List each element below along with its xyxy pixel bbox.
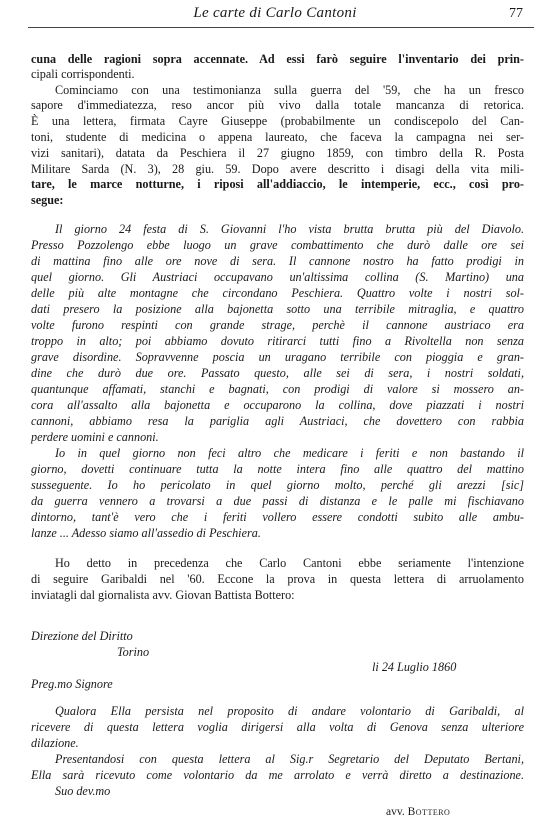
text-line: Militare Sarda (N. 3), 28 giu. 59. Dopo avere descritto i disagi della vita mili-	[31, 162, 524, 176]
text-line: toni, studente di medicina o appena laureato, che faceva la campagna nei ser-	[31, 130, 524, 144]
quote-line: Il giorno 24 festa di S. Giovanni l'ho vista brutta brutta più del Diavolo.	[55, 222, 524, 236]
quote-line: delle più alte montagne che circondano Peschiera. Quattro volte i nostri sol-	[31, 286, 524, 300]
quote-line: perdere uomini e cannoni.	[31, 430, 159, 444]
text-line: sapore d'immediatezza, reso ancor più vivo dalla totale mancanza di retorica.	[31, 98, 524, 112]
page-number: 77	[509, 6, 523, 21]
quote-line: Io in quel giorno non feci altro che medicare i feriti e non bastando il	[55, 446, 524, 460]
text-line: tare, le marce notturne, i riposi all'addiaccio, le intemperie, ecc., così pro-	[31, 177, 524, 191]
letter-salutation: Preg.mo Signore	[31, 677, 113, 691]
quote-line: cannoni, abbiamo resa la pariglia agli Austriaci, che dovettero con rabbia	[31, 414, 524, 428]
quote-line: da guerra vennero a trovarsi a due passi di distanza e le palle mi fischiavano	[31, 494, 524, 508]
quote-line: dintorno, tant'è vero che i feriti vollero essere condotti subito alle ambu-	[31, 510, 524, 524]
signature-name: Bottero	[407, 806, 451, 818]
signature-prefix: avv.	[386, 806, 405, 818]
text-line: vizi sanitari), datata da Peschiera il 27 giugno 1859, con timbro della R. Posta	[31, 146, 524, 160]
quote-line: quel giorno. Gli Austriaci occupavano un'altissima collina (S. Martino) una	[31, 270, 524, 284]
text-line: cipali corrispondenti.	[31, 67, 135, 81]
text-line: segue:	[31, 193, 64, 207]
text-line: cuna delle ragioni sopra accennate. Ad essi farò seguire l'inventario dei prin-	[31, 52, 524, 66]
letter-line: ricevere di questa lettera voglia dirigersi alla volta di Genova senza ulteriore	[31, 720, 524, 734]
header-rule	[28, 27, 534, 28]
text-line: inviatagli dal giornalista avv. Giovan Battista Bottero:	[31, 588, 295, 602]
text-line: Ho detto in precedenza che Carlo Cantoni ebbe seriamente l'intenzione	[55, 556, 524, 570]
quote-line: lanze ... Adesso siamo all'assedio di Peschiera.	[31, 526, 261, 540]
quote-line: troppo in alto; poi abbiamo dovuto ritirarci tutti fino a Rivoltella non senza	[31, 334, 524, 348]
letter-line: Qualora Ella persista nel proposito di andare volontario di Garibaldi, al	[55, 704, 524, 718]
quote-line: dati presero la posizione alla bajonetta sotto una terribile mitraglia, e quattro	[31, 302, 524, 316]
text-line: È una lettera, firmata Cayre Giuseppe (probabilmente un condiscepolo del Can-	[31, 114, 524, 128]
quote-line: dine che durò due ore. Passato questo, alle sei di sera, i nostri soldati,	[31, 366, 524, 380]
quote-line: quantunque affamati, stanchi e bagnati, con prodigi di valore si mossero an-	[31, 382, 524, 396]
letter-closing: Suo dev.mo	[55, 784, 111, 798]
text-line: di seguire Garibaldi nel '60. Eccone la prova in questa lettera di arruolamento	[31, 572, 524, 586]
quote-line: grave disordine. Sopravvenne poscia un uragano terribile con pioggia e gran-	[31, 350, 524, 364]
quote-line: susseguente. Io ho pericolato in quel giorno molto, perché gli arezzi [sic]	[31, 478, 524, 492]
letter-line: dilazione.	[31, 736, 79, 750]
letter-heading-city: Torino	[117, 645, 150, 659]
quote-line: volte furono respinti con grande strage, perchè il cannone austriaco era	[31, 318, 524, 332]
quote-line: giorno, dovetti continuare tutta la notte intera fino alle quattro del mattino	[31, 462, 524, 476]
running-title: Le carte di Carlo Cantoni	[193, 5, 357, 21]
text-line: Cominciamo con una testimonianza sulla guerra del '59, che ha un fresco	[55, 83, 524, 97]
letter-heading: Direzione del Diritto	[31, 629, 133, 643]
letter-line: Ella sarà ricevuto come volontario da me arrolato e verrà diretto a destinazione.	[31, 768, 524, 782]
letter-signature	[386, 806, 450, 818]
quote-line: cora all'assalto alla bajonetta e occuparono la collina, dove piazzati i nostri	[31, 398, 524, 412]
letter-line: Presentandosi con questa lettera al Sig.r Segretario del Deputato Bertani,	[55, 752, 524, 766]
letter-date: li 24 Luglio 1860	[372, 660, 457, 674]
quote-line: Presso Pozzolengo ebbe luogo un grave combattimento che durò dalle ore sei	[31, 238, 524, 252]
quote-line: di mattina fino alle ore nove di sera. Il cannone nostro ha fatto prodigi in	[31, 254, 524, 268]
